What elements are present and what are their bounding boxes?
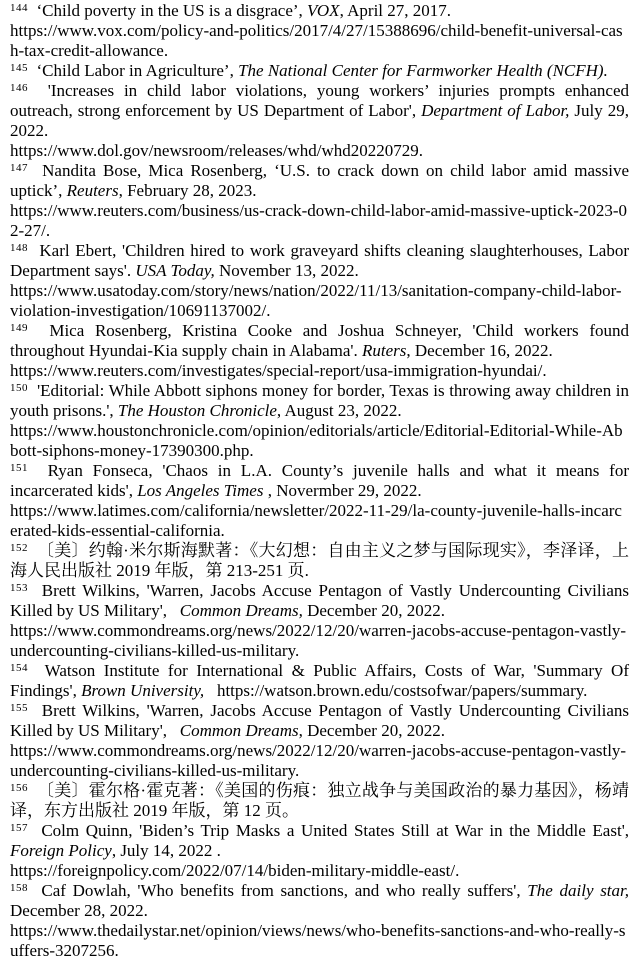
footnote-156 xyxy=(10,781,629,821)
footnote-text: Karl Ebert, 'Children hired to work graveyard shifts cleaning slaughterhouses, Labor Department says'. xyxy=(10,241,634,280)
footnote-text: Colm Quinn, 'Biden’s Trip Masks a United States Still at War in the Middle East', xyxy=(41,821,634,840)
footnote-text: Brett Wilkins, 'Warren, Jacobs Accuse Pentagon of Vastly Undercounting Civilians Killed by US Military', xyxy=(10,701,634,740)
footnote-number: 155 xyxy=(10,701,28,714)
footnote-number: 147 xyxy=(10,161,28,174)
footnote-text: Mica Rosenberg, Kristina Cooke and Joshua Schneyer, 'Child workers found throughout Hyundai-Kia supply chain in Alabama'. xyxy=(10,321,634,360)
footnote-text: Ryan Fonseca, 'Chaos in L.A. County’s juvenile halls and what it means for incarcerated kids', xyxy=(10,461,634,500)
footnote-text: Nandita Bose, Mica Rosenberg, ‘U.S. to crack down on child labor amid massive uptick’, xyxy=(10,161,634,200)
footnote-url: https://www.usatoday.com/story/news/nation/2022/11/13/sanitation-company-child-labor-violation-investigation/10691137002/. xyxy=(10,281,622,320)
footnote-number: 149 xyxy=(10,321,28,334)
footnote-url: https://foreignpolicy.com/2022/07/14/biden-military-middle-east/. xyxy=(10,861,460,880)
footnote-text: 'Editorial: While Abbott siphons money for border, Texas is throwing away children in youth prisons.', xyxy=(10,381,634,420)
source-title: Los Angeles Times xyxy=(137,481,264,500)
footnote-text: December 28, 2022. xyxy=(10,881,634,920)
footnote-151 xyxy=(10,461,634,541)
footnote-number: 156 xyxy=(10,781,28,794)
footnote-number: 146 xyxy=(10,81,28,94)
source-title: Foreign Policy xyxy=(10,841,112,860)
footnote-152 xyxy=(10,541,629,581)
footnote-url: https://www.dol.gov/newsroom/releases/whd/whd20220729. xyxy=(10,141,423,160)
footnote-number: 144 xyxy=(10,1,28,14)
footnote-number: 152 xyxy=(10,541,28,554)
footnote-text: 'Increases in child labor violations, young workers’ injuries prompts enhanced outreach, strong enforcement by US Department of Labor', xyxy=(10,81,634,120)
footnote-text: November 13, 2022. xyxy=(214,261,359,280)
footnote-149 xyxy=(10,321,634,381)
footnote-text: ‘Child Labor in Agriculture’, xyxy=(36,61,239,80)
source-title: USA Today, xyxy=(135,261,215,280)
footnote-url: https://www.reuters.com/business/us-crack-down-child-labor-amid-massive-uptick-2023-02-27/. xyxy=(10,201,628,240)
footnote-text: , April 27, 2017. xyxy=(339,1,452,20)
footnote-text: , December 16, 2022. xyxy=(406,341,553,360)
source-title: Department of Labor, xyxy=(421,101,570,120)
source-title: The Houston Chronicle xyxy=(117,401,277,420)
footnote-text: , Novermber 29, 2022. xyxy=(263,481,422,500)
footnote-url: https://www.thedailystar.net/opinion/views/news/who-benefits-sanctions-and-who-really-suffers-3207256. xyxy=(10,921,626,960)
footnote-text: , February 28, 2023. xyxy=(118,181,257,200)
source-title: Common Dreams, xyxy=(179,601,303,620)
footnote-text: 〔美〕约翰·米尔斯海默著：《大幻想：自由主义之梦与国际现实》，李泽译，上海人民出版社 2019 年版，第 213-251 页. xyxy=(10,541,629,580)
source-title: Brown University, xyxy=(81,681,205,700)
footnote-text: 〔美〕霍尔格·霍克著：《美国的伤痕：独立战争与美国政治的暴力基因》，杨靖译，东方出版社 2019 年版，第 12 页。 xyxy=(10,781,629,820)
footnote-150 xyxy=(10,381,634,461)
footnote-text: ‘Child poverty in the US is a disgrace’, xyxy=(36,1,308,20)
footnote-text: July 29, 2022. xyxy=(10,101,634,140)
footnote-number: 151 xyxy=(10,461,28,474)
footnote-url: https://www.reuters.com/investigates/special-report/usa-immigration-hyundai/. xyxy=(10,361,547,380)
footnote-url: https://www.vox.com/policy-and-politics/2017/4/27/15388696/child-benefit-universal-cash-tax-credit-allowance. xyxy=(10,21,623,60)
footnote-158 xyxy=(10,881,634,961)
footnote-text: , December 20, 2022. xyxy=(298,721,445,740)
footnote-number: 157 xyxy=(10,821,28,834)
footnote-147 xyxy=(10,161,634,241)
footnote-number: 158 xyxy=(10,881,28,894)
footnote-146 xyxy=(10,81,634,161)
footnote-text: December 20, 2022. xyxy=(302,601,445,620)
footnote-number: 154 xyxy=(10,661,28,674)
source-title: The National Center for Farmworker Health (NCFH). xyxy=(238,61,608,80)
footnote-number: 145 xyxy=(10,61,28,74)
footnote-157 xyxy=(10,821,634,881)
footnote-number: 150 xyxy=(10,381,28,394)
source-title: Ruters xyxy=(361,341,407,360)
footnote-text: Brett Wilkins, 'Warren, Jacobs Accuse Pentagon of Vastly Undercounting Civilians Killed by US Military', xyxy=(10,581,634,620)
footnote-text: https://watson.brown.edu/costsofwar/papers/summary. xyxy=(204,681,588,700)
footnote-url: https://www.latimes.com/california/newsletter/2022-11-29/la-county-juvenile-halls-incarcerated-kids-essential-california. xyxy=(10,501,622,540)
source-title: VOX xyxy=(307,1,340,20)
source-title: The daily star, xyxy=(527,881,630,900)
footnote-url: https://www.commondreams.org/news/2022/12/20/warren-jacobs-accuse-pentagon-vastly-undercounting-civilians-killed-us-military. xyxy=(10,621,627,660)
footnote-154 xyxy=(10,661,634,701)
footnote-url: https://www.houstonchronicle.com/opinion/editorials/article/Editorial-Editorial-While-Abbott-siphons-money-17390300.php. xyxy=(10,421,623,460)
footnote-text: , August 23, 2022. xyxy=(276,401,402,420)
footnote-text: Caf Dowlah, 'Who benefits from sanctions, and who really suffers', xyxy=(41,881,528,900)
footnote-148 xyxy=(10,241,634,321)
footnote-number: 153 xyxy=(10,581,28,594)
footnote-144 xyxy=(10,1,629,61)
footnote-153 xyxy=(10,581,634,661)
footnote-text: , July 14, 2022 . xyxy=(111,841,221,860)
source-title: Common Dreams xyxy=(179,721,299,740)
footnote-text: Watson Institute for International & Public Affairs, Costs of War, 'Summary Of Findings', xyxy=(10,661,634,700)
footnote-number: 148 xyxy=(10,241,28,254)
footnote-155 xyxy=(10,701,634,781)
footnote-url: https://www.commondreams.org/news/2022/12/20/warren-jacobs-accuse-pentagon-vastly-undercounting-civilians-killed-us-military. xyxy=(10,741,627,780)
footnote-145 xyxy=(10,61,629,81)
source-title: Reuters xyxy=(66,181,119,200)
